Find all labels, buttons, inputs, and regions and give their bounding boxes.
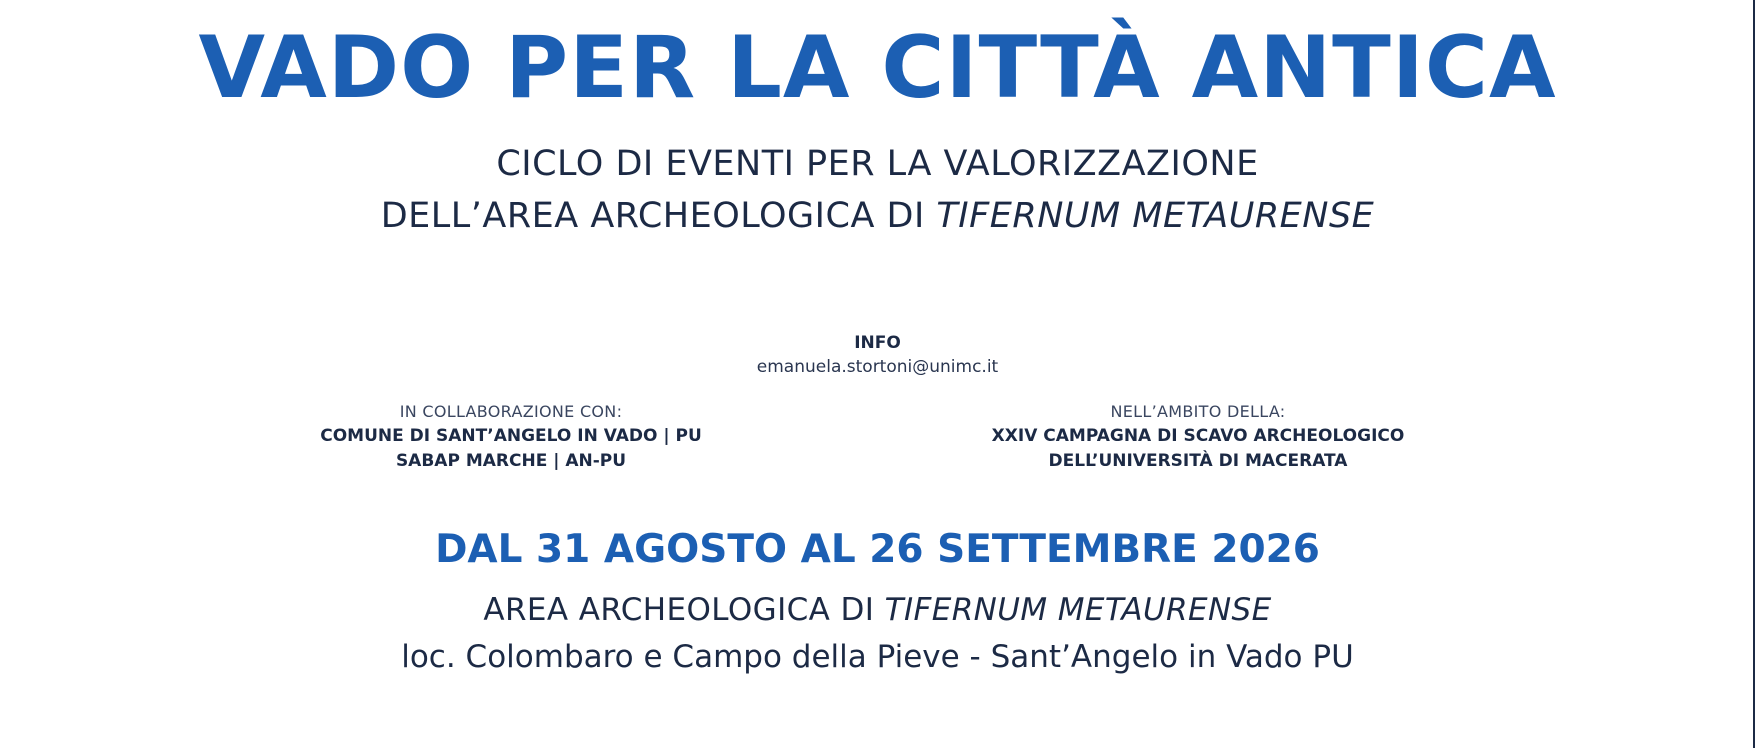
subtitle-line-1: CICLO DI EVENTI PER LA VALORIZZAZIONE [496,144,1259,184]
venue-prefix: AREA ARCHEOLOGICA DI [483,592,885,628]
collaboration-line: COMUNE DI SANT’ANGELO IN VADO | PU [320,426,702,446]
venue-site-name: TIFERNUM METAURENSE [884,592,1272,628]
collaboration-block [211,400,811,474]
subtitle-site-name: TIFERNUM METAURENSE [936,196,1375,236]
info-label: INFO [854,333,901,353]
venue-line [0,588,1755,632]
context-line: XXIV CAMPAGNA DI SCAVO ARCHEOLOGICO [991,426,1405,446]
context-line: DELL’UNIVERSITÀ DI MACERATA [1048,451,1348,471]
context-block [898,400,1498,474]
subtitle-line-2-prefix: DELL’AREA ARCHEOLOGICA DI [380,196,937,236]
collaboration-heading: IN COLLABORAZIONE CON: [399,402,623,421]
event-title: VADO PER LA CITTÀ ANTICA [198,18,1557,118]
subtitle-line-2 [0,193,1755,239]
collaboration-line: SABAP MARCHE | AN-PU [395,451,627,471]
location-line: loc. Colombaro e Campo della Pieve - Sant’Angelo in Vado PU [401,639,1354,675]
event-dates: DAL 31 AGOSTO AL 26 SETTEMBRE 2026 [435,527,1320,572]
context-heading: NELL’AMBITO DELLA: [1110,402,1286,421]
info-email[interactable]: emanuela.stortoni@unimc.it [756,357,999,377]
